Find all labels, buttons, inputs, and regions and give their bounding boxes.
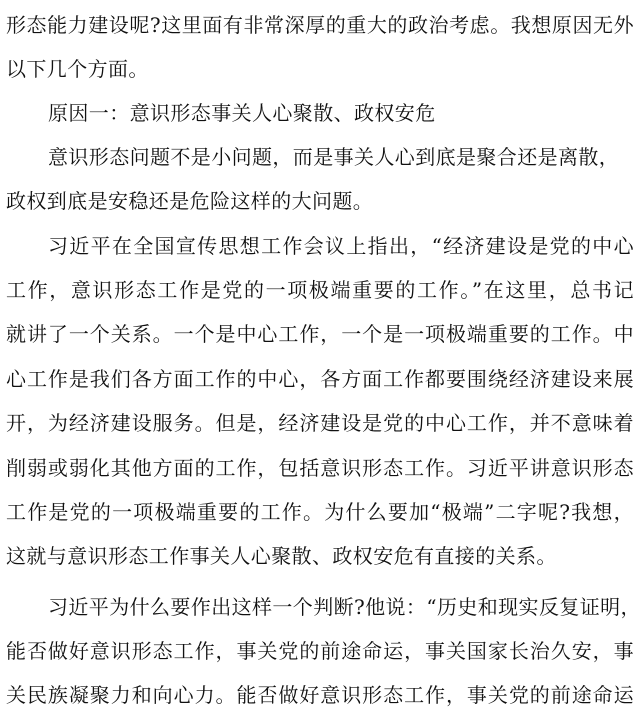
- text-line: 工作，意识形态工作是党的一项极端重要的工作。”在这里，总书记: [6, 278, 634, 302]
- text-line: 习近平为什么要作出这样一个判断?他说：“历史和现实反复证明，: [48, 595, 641, 619]
- text-line: 意识形态问题不是小问题，而是事关人心到底是聚合还是离散，: [48, 145, 620, 169]
- text-line: 这就与意识形态工作事关人心聚散、政权安危有直接的关系。: [6, 544, 557, 568]
- text-line: 工作是党的一项极端重要的工作。为什么要加“极端”二字呢?我想，: [6, 500, 634, 524]
- section-heading: 原因一：意识形态事关人心聚散、政权安危: [48, 101, 436, 125]
- text-line: 削弱或弱化其他方面的工作，包括意识形态工作。习近平讲意识形态: [6, 456, 634, 480]
- text-line: 心工作是我们各方面工作的中心，各方面工作都要围绕经济建设来展: [6, 367, 634, 391]
- text-line: 政权到底是安稳还是危险这样的大问题。: [6, 189, 374, 213]
- text-line: 能否做好意识形态工作，事关党的前途命运，事关国家长治久安，事: [6, 639, 634, 663]
- text-line: 就讲了一个关系。一个是中心工作，一个是一项极端重要的工作。中: [6, 322, 634, 346]
- text-line: 以下几个方面。: [6, 57, 149, 81]
- text-line: 习近平在全国宣传思想工作会议上指出，“经济建设是党的中心: [48, 234, 634, 258]
- text-line: 形态能力建设呢?这里面有非常深厚的重大的政治考虑。我想原因无外: [6, 13, 634, 37]
- text-line: 开，为经济建设服务。但是，经济建设是党的中心工作，并不意味着: [6, 411, 634, 435]
- text-line: 关民族凝聚力和向心力。能否做好意识形态工作，事关党的前途命运: [6, 683, 634, 707]
